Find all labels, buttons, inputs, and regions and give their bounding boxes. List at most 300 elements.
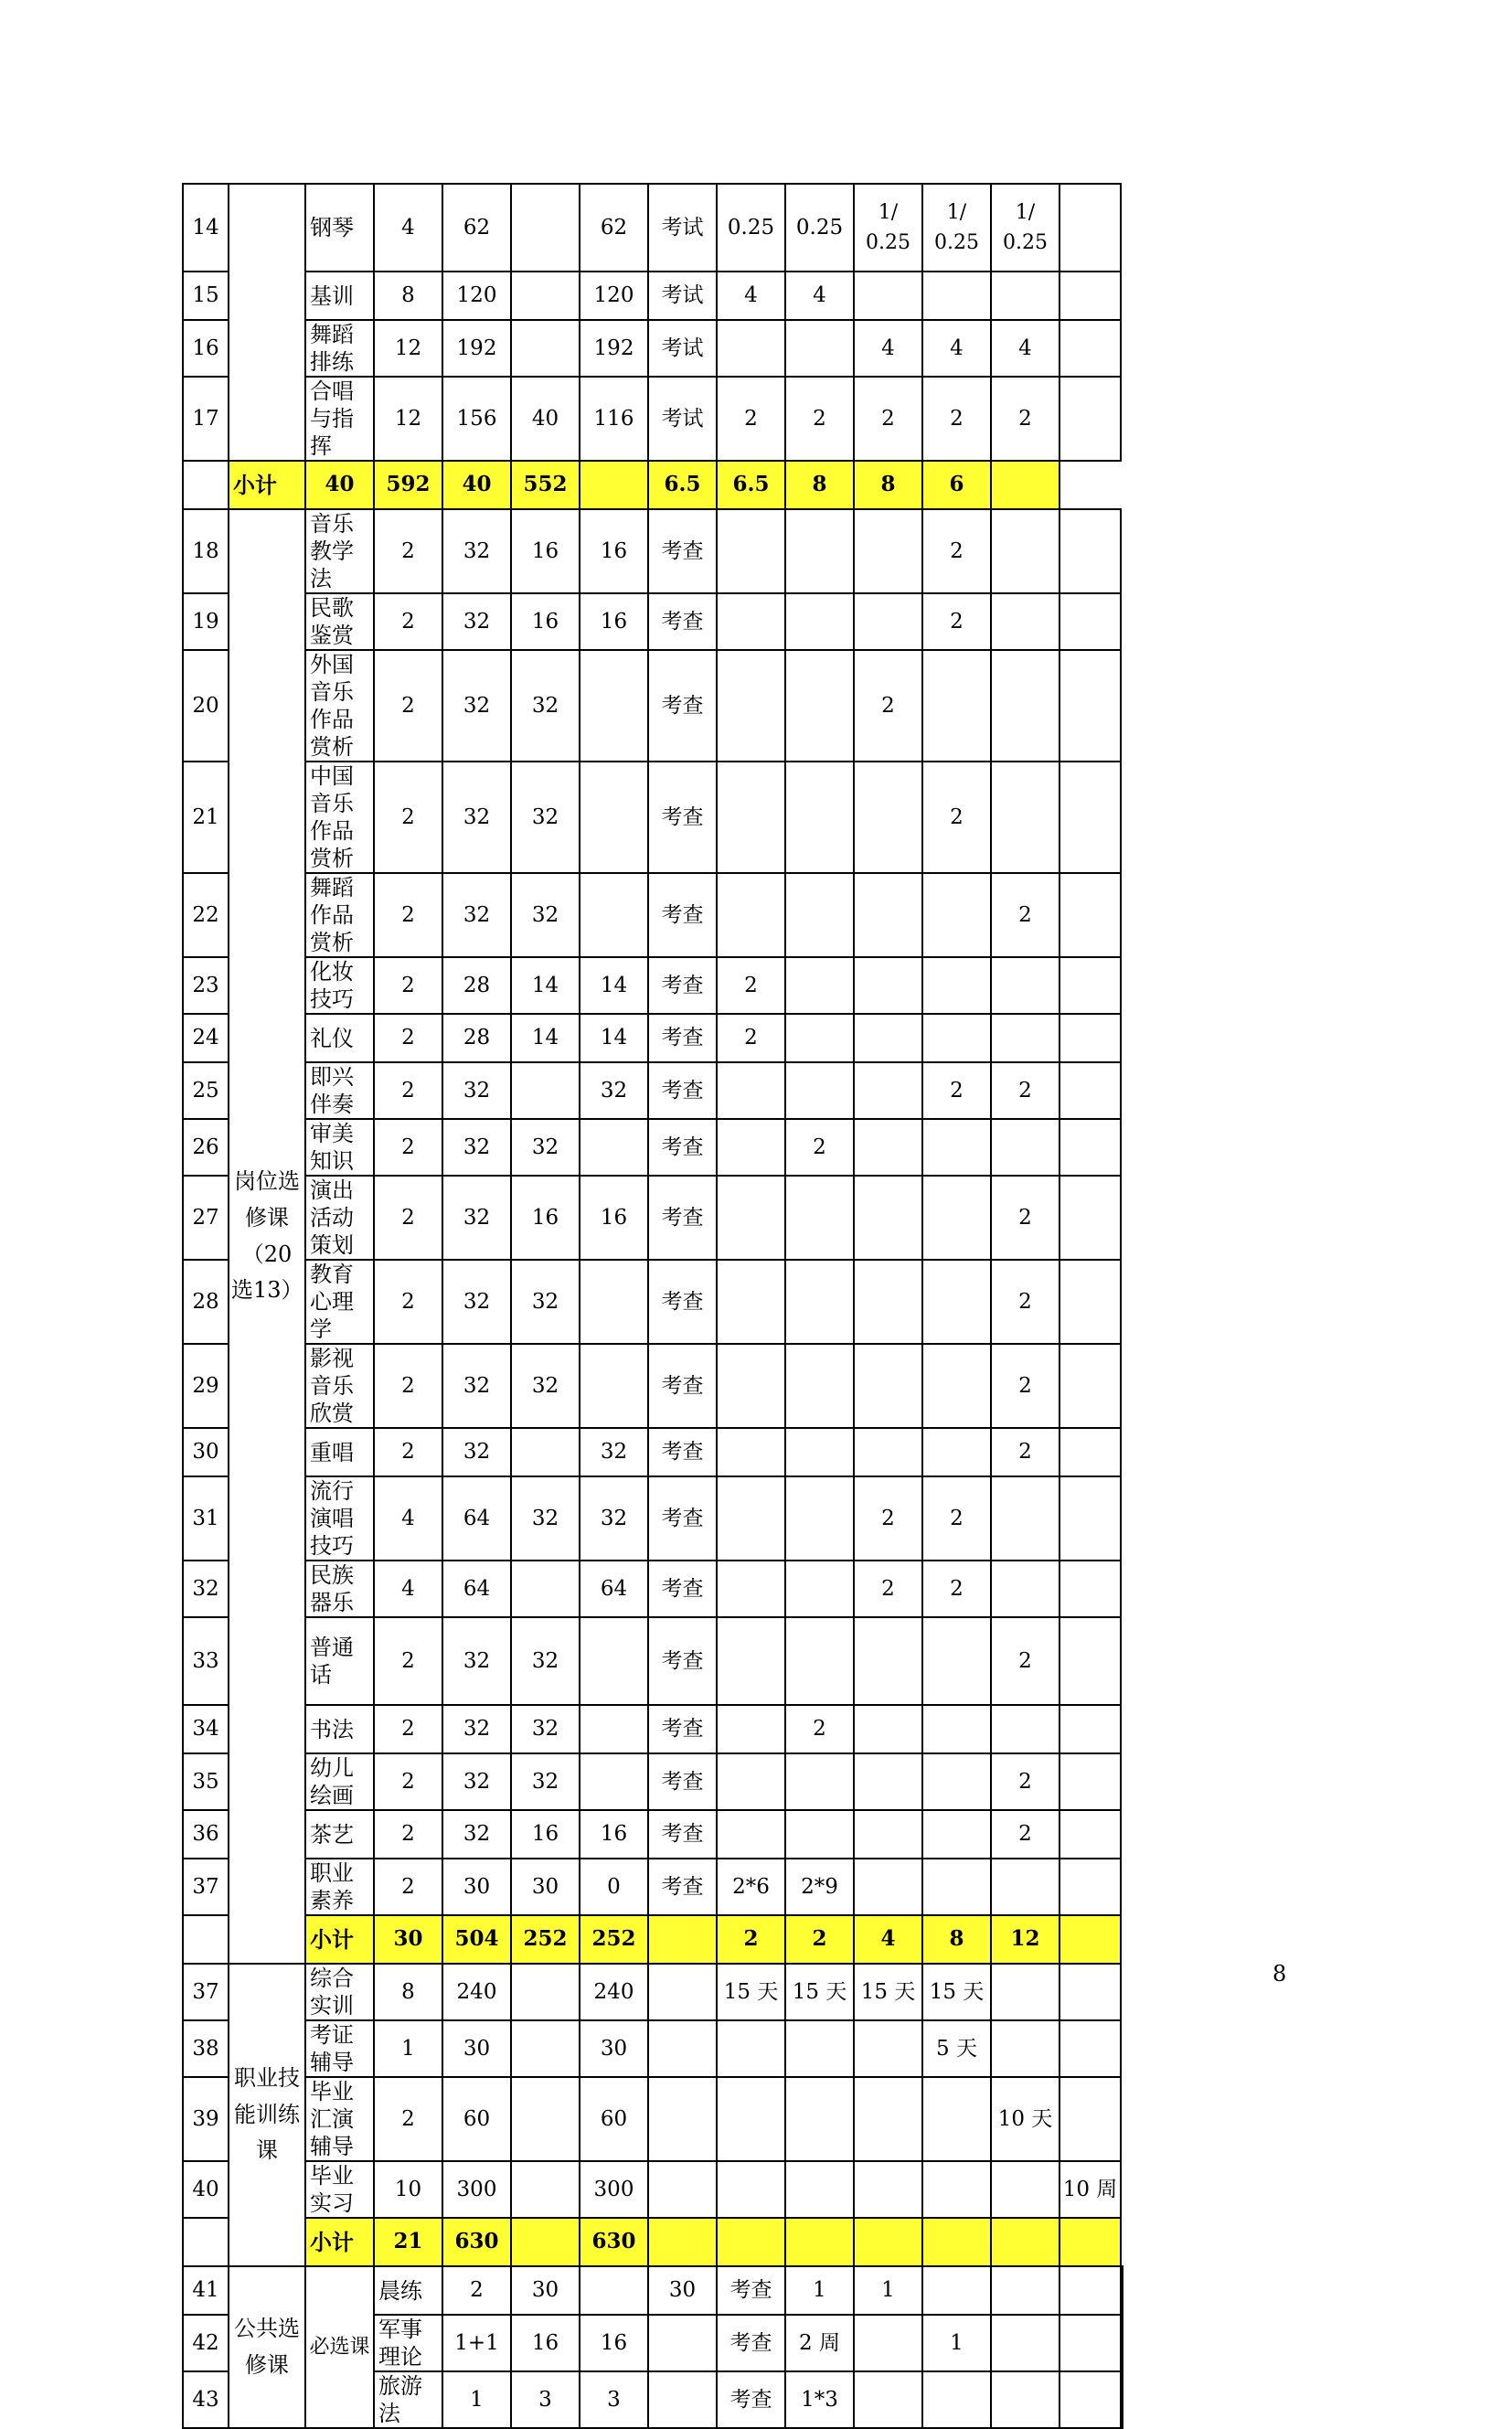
table-row — [183, 1859, 1123, 1915]
s6-cell — [1059, 377, 1121, 461]
subtotal-row — [183, 1915, 1123, 1964]
course-name-cell: 流行演唱技巧 — [305, 1476, 374, 1561]
hours-cell: 16 — [511, 2315, 580, 2371]
s6-cell — [1059, 1753, 1121, 1810]
s3-cell: 2 — [854, 377, 922, 461]
s6-cell — [1059, 2218, 1121, 2266]
hours-cell: 32 — [442, 593, 511, 650]
credits-cell: 2 — [374, 509, 442, 593]
s4-cell: 2 — [922, 1476, 991, 1561]
category-cell-skills: 职业技能训练课 — [229, 1964, 305, 2266]
s2-cell — [785, 957, 854, 1014]
credits-cell: 30 — [374, 1915, 442, 1964]
s6-cell — [1059, 1062, 1121, 1119]
course-name-cell: 毕业汇演辅导 — [305, 2077, 374, 2161]
s5-cell — [1059, 2266, 1121, 2315]
theory-cell: 14 — [511, 1014, 580, 1062]
assess-cell: 考试 — [648, 184, 717, 272]
assess-cell: 考试 — [648, 377, 717, 461]
practice-cell — [580, 1705, 648, 1753]
s4-cell — [922, 1014, 991, 1062]
assess-cell: 考试 — [648, 272, 717, 320]
row-number-cell: 22 — [183, 873, 229, 957]
s6-cell — [1059, 2077, 1121, 2161]
s2-cell: 6.5 — [717, 461, 785, 509]
s1-cell — [717, 1344, 785, 1428]
page-number: 8 — [1272, 1961, 1287, 1987]
practice-cell — [580, 1344, 648, 1428]
row-number-cell — [183, 1915, 229, 1964]
s6-cell — [1059, 957, 1121, 1014]
table-row — [183, 873, 1123, 957]
theory-cell: 40 — [442, 461, 511, 509]
practice-cell: 16 — [580, 509, 648, 593]
practice-cell: 14 — [580, 1014, 648, 1062]
assess-cell: 考查 — [648, 1859, 717, 1915]
practice-cell: 120 — [580, 272, 648, 320]
s1-cell — [717, 1260, 785, 1344]
s4-cell — [922, 1176, 991, 1260]
theory-cell: 32 — [511, 1617, 580, 1705]
credits-cell: 8 — [374, 1964, 442, 2020]
credits-cell: 12 — [374, 320, 442, 377]
assess-cell: 考查 — [648, 1062, 717, 1119]
hours-cell: 32 — [442, 873, 511, 957]
s1-cell — [717, 650, 785, 762]
s1-cell — [717, 2161, 785, 2218]
s2-cell — [785, 1753, 854, 1810]
credits-cell: 2 — [374, 650, 442, 762]
s4-cell — [922, 1810, 991, 1859]
hours-cell: 64 — [442, 1561, 511, 1617]
hours-cell: 192 — [442, 320, 511, 377]
credits-cell: 2 — [374, 1119, 442, 1176]
s5-cell: 2 — [991, 873, 1059, 957]
row-number-cell: 36 — [183, 1810, 229, 1859]
s3-cell — [854, 1705, 922, 1753]
assess-cell — [648, 2161, 717, 2218]
subtotal-label-cell: 小计 — [229, 461, 305, 509]
table-row — [183, 2161, 1123, 2218]
row-number-cell: 31 — [183, 1476, 229, 1561]
s1-cell: 0.25 — [717, 184, 785, 272]
credits-cell: 2 — [374, 1014, 442, 1062]
assess-cell: 考查 — [648, 1617, 717, 1705]
course-name-cell: 化妆技巧 — [305, 957, 374, 1014]
row-number-cell: 37 — [183, 1859, 229, 1915]
assess-cell: 考查 — [717, 2371, 785, 2428]
theory-cell — [511, 1062, 580, 1119]
s3-cell — [854, 2077, 922, 2161]
s5-cell: 2 — [991, 1260, 1059, 1344]
s5-cell: 2 — [991, 1810, 1059, 1859]
s1-cell — [717, 1705, 785, 1753]
s3-cell — [854, 2218, 922, 2266]
s2-cell — [785, 1810, 854, 1859]
hours-cell: 30 — [442, 2020, 511, 2077]
course-name-cell: 外国音乐作品赏析 — [305, 650, 374, 762]
s2-cell — [785, 2020, 854, 2077]
s4-cell — [991, 2371, 1059, 2428]
table-row — [183, 2020, 1123, 2077]
assess-cell: 考查 — [648, 873, 717, 957]
course-name-cell: 综合实训 — [305, 1964, 374, 2020]
s4-cell — [922, 2161, 991, 2218]
row-number-cell: 32 — [183, 1561, 229, 1617]
s1-cell — [717, 320, 785, 377]
table-row — [183, 1810, 1123, 1859]
s5-cell: 6 — [922, 461, 991, 509]
credits-cell: 1+1 — [442, 2315, 511, 2371]
s4-cell — [991, 2266, 1059, 2315]
assess-cell: 考试 — [648, 320, 717, 377]
s2-cell — [785, 1428, 854, 1476]
s6-cell — [991, 461, 1059, 509]
table-row — [183, 1260, 1123, 1344]
s3-cell — [922, 2266, 991, 2315]
course-name-cell: 军事理论 — [374, 2315, 442, 2371]
hours-cell: 32 — [442, 1705, 511, 1753]
course-name-cell: 幼儿绘画 — [305, 1753, 374, 1810]
s2-cell: 1 — [854, 2266, 922, 2315]
course-name-cell: 演出活动策划 — [305, 1176, 374, 1260]
assess-cell: 考查 — [648, 1260, 717, 1344]
theory-cell: 16 — [511, 593, 580, 650]
table-row — [183, 1705, 1123, 1753]
hours-cell: 32 — [442, 762, 511, 873]
credits-cell: 2 — [374, 1859, 442, 1915]
s1-cell: 2 — [717, 957, 785, 1014]
credits-cell: 2 — [374, 957, 442, 1014]
s6-cell — [1059, 1915, 1121, 1964]
s6-cell — [1059, 2020, 1121, 2077]
s3-cell — [854, 2020, 922, 2077]
row-number-cell — [183, 461, 229, 509]
s3-cell — [854, 1617, 922, 1705]
table-row — [183, 509, 1123, 593]
table-row — [183, 184, 1123, 272]
row-number-cell: 14 — [183, 184, 229, 272]
hours-cell: 32 — [442, 1119, 511, 1176]
s1-cell: 15 天 — [717, 1964, 785, 2020]
credits-cell: 2 — [374, 1705, 442, 1753]
practice-cell: 16 — [580, 593, 648, 650]
credits-cell: 2 — [442, 2266, 511, 2315]
s5-cell: 4 — [991, 320, 1059, 377]
theory-cell — [511, 1428, 580, 1476]
row-number-cell: 20 — [183, 650, 229, 762]
assess-cell — [648, 1964, 717, 2020]
hours-cell: 32 — [442, 1260, 511, 1344]
s2-cell — [785, 1176, 854, 1260]
s2-cell — [785, 1561, 854, 1617]
s6-cell — [1121, 2266, 1123, 2315]
s5-cell — [991, 650, 1059, 762]
credits-cell: 10 — [374, 2161, 442, 2218]
practice-cell: 16 — [580, 1810, 648, 1859]
practice-cell: 16 — [580, 1176, 648, 1260]
hours-cell: 62 — [442, 184, 511, 272]
s5-cell: 2 — [991, 1176, 1059, 1260]
assess-cell: 考查 — [648, 1344, 717, 1428]
row-number-cell: 24 — [183, 1014, 229, 1062]
row-number-cell: 34 — [183, 1705, 229, 1753]
table-row — [183, 1119, 1123, 1176]
row-number-cell: 41 — [183, 2266, 229, 2315]
s3-cell — [854, 1810, 922, 1859]
s1-cell — [717, 1062, 785, 1119]
theory-cell: 16 — [511, 1810, 580, 1859]
table-row — [183, 650, 1123, 762]
s3-cell — [854, 1260, 922, 1344]
s2-cell: 4 — [785, 272, 854, 320]
table-row — [183, 593, 1123, 650]
s1-cell — [717, 2077, 785, 2161]
s6-cell — [1059, 509, 1121, 593]
assess-cell: 考查 — [717, 2266, 785, 2315]
s5-cell: 2 — [991, 1753, 1059, 1810]
table-row — [183, 1344, 1123, 1428]
assess-cell — [648, 1915, 717, 1964]
s4-cell: 2 — [922, 1561, 991, 1617]
s3-cell — [854, 873, 922, 957]
course-name-cell: 毕业实习 — [305, 2161, 374, 2218]
s4-cell — [922, 272, 991, 320]
s4-cell — [922, 2218, 991, 2266]
credits-cell: 2 — [374, 2077, 442, 2161]
practice-cell: 32 — [580, 1062, 648, 1119]
s1-cell — [717, 1428, 785, 1476]
table-row — [183, 1476, 1123, 1561]
s2-cell — [854, 2315, 922, 2371]
course-name-cell: 旅游法 — [374, 2371, 442, 2428]
practice-cell: 300 — [580, 2161, 648, 2218]
s4-cell — [922, 1344, 991, 1428]
course-name-cell: 中国音乐作品赏析 — [305, 762, 374, 873]
theory-cell: 14 — [511, 957, 580, 1014]
s3-cell — [854, 509, 922, 593]
table-row — [183, 762, 1123, 873]
practice-cell: 252 — [580, 1915, 648, 1964]
course-name-cell: 舞蹈排练 — [305, 320, 374, 377]
s1-cell: 2 — [717, 1915, 785, 1964]
s4-cell — [922, 2077, 991, 2161]
course-name-cell: 舞蹈作品赏析 — [305, 873, 374, 957]
s3-cell: 8 — [785, 461, 854, 509]
practice-cell: 116 — [580, 377, 648, 461]
s2-cell — [785, 1014, 854, 1062]
course-name-cell: 礼仪 — [305, 1014, 374, 1062]
row-number-cell: 28 — [183, 1260, 229, 1344]
s6-cell — [1059, 184, 1121, 272]
table-row — [183, 1964, 1123, 2020]
course-name-cell: 影视音乐欣赏 — [305, 1344, 374, 1428]
s4-cell — [922, 1428, 991, 1476]
s2-cell: 2 — [785, 1119, 854, 1176]
theory-cell — [511, 320, 580, 377]
credits-cell: 2 — [374, 1753, 442, 1810]
s4-cell — [922, 1617, 991, 1705]
row-number-cell: 15 — [183, 272, 229, 320]
s2-cell — [785, 1260, 854, 1344]
assess-cell — [648, 2077, 717, 2161]
s6-cell: 10 周 — [1059, 2161, 1121, 2218]
s6-cell — [1059, 762, 1121, 873]
s1-cell — [717, 1561, 785, 1617]
s3-cell — [922, 2371, 991, 2428]
s4-cell — [922, 1859, 991, 1915]
course-name-cell: 书法 — [305, 1705, 374, 1753]
s2-cell — [785, 509, 854, 593]
practice-cell: 240 — [580, 1964, 648, 2020]
s5-cell — [991, 272, 1059, 320]
s6-cell — [1059, 650, 1121, 762]
credits-cell: 4 — [374, 1561, 442, 1617]
assess-cell: 考查 — [648, 1476, 717, 1561]
assess-cell: 考查 — [648, 1705, 717, 1753]
s3-cell — [854, 272, 922, 320]
s5-cell — [991, 509, 1059, 593]
hours-cell: 240 — [442, 1964, 511, 2020]
s3-cell — [854, 1176, 922, 1260]
s6-cell — [1059, 593, 1121, 650]
assess-cell — [648, 2020, 717, 2077]
hours-cell: 28 — [442, 957, 511, 1014]
table-row — [183, 1617, 1123, 1705]
theory-cell: 30 — [511, 1859, 580, 1915]
row-number-cell: 23 — [183, 957, 229, 1014]
s6-cell — [1059, 1176, 1121, 1260]
s4-cell — [922, 873, 991, 957]
s1-cell — [717, 509, 785, 593]
theory-cell — [511, 2020, 580, 2077]
theory-cell — [580, 2266, 648, 2315]
s1-cell: 2 — [717, 377, 785, 461]
s4-cell: 8 — [922, 1915, 991, 1964]
s2-cell: 2 — [785, 1705, 854, 1753]
hours-cell: 28 — [442, 1014, 511, 1062]
credits-cell: 2 — [374, 593, 442, 650]
category-cell-required: 必选课 — [305, 2266, 374, 2428]
s5-cell — [991, 2161, 1059, 2218]
assess-cell: 考查 — [648, 1753, 717, 1810]
s6-cell — [1059, 873, 1121, 957]
course-name-cell: 合唱与指挥 — [305, 377, 374, 461]
s5-cell: 2 — [991, 1617, 1059, 1705]
s1-cell: 4 — [717, 272, 785, 320]
s5-cell: 1/ 0.25 — [991, 184, 1059, 272]
credits-cell: 2 — [374, 1617, 442, 1705]
hours-cell: 64 — [442, 1476, 511, 1561]
s2-cell — [785, 320, 854, 377]
course-name-cell: 晨练 — [374, 2266, 442, 2315]
course-name-cell: 审美知识 — [305, 1119, 374, 1176]
s3-cell: 1/ 0.25 — [854, 184, 922, 272]
assess-cell — [648, 2218, 717, 2266]
s6-cell — [1059, 1617, 1121, 1705]
course-name-cell: 重唱 — [305, 1428, 374, 1476]
subtotal-row — [183, 2218, 1123, 2266]
s1-cell — [717, 1753, 785, 1810]
row-number-cell: 29 — [183, 1344, 229, 1428]
s2-cell — [785, 1344, 854, 1428]
s1-cell: 2*6 — [717, 1859, 785, 1915]
theory-cell: 32 — [511, 762, 580, 873]
assess-cell: 考查 — [648, 1810, 717, 1859]
course-name-cell: 钢琴 — [305, 184, 374, 272]
s4-cell: 8 — [854, 461, 922, 509]
s5-cell: 2 — [991, 1344, 1059, 1428]
s5-cell — [991, 1119, 1059, 1176]
row-number-cell: 35 — [183, 1753, 229, 1810]
assess-cell: 考查 — [648, 650, 717, 762]
table-row — [183, 377, 1123, 461]
row-number-cell: 26 — [183, 1119, 229, 1176]
s3-cell — [854, 1014, 922, 1062]
s4-cell — [991, 2315, 1059, 2371]
s4-cell: 1/ 0.25 — [922, 184, 991, 272]
s6-cell — [1059, 1014, 1121, 1062]
assess-cell — [580, 461, 648, 509]
practice-cell: 30 — [580, 2020, 648, 2077]
s2-cell — [785, 1062, 854, 1119]
hours-cell: 504 — [442, 1915, 511, 1964]
row-number-cell: 21 — [183, 762, 229, 873]
s5-cell — [991, 2020, 1059, 2077]
credits-cell: 8 — [374, 272, 442, 320]
hours-cell: 32 — [442, 1617, 511, 1705]
s4-cell: 15 天 — [922, 1964, 991, 2020]
s6-cell — [1059, 1859, 1121, 1915]
s5-cell: 10 天 — [991, 2077, 1059, 2161]
practice-cell — [648, 2315, 717, 2371]
credits-cell: 2 — [374, 1260, 442, 1344]
s1-cell — [717, 593, 785, 650]
s5-cell — [991, 1705, 1059, 1753]
row-number-cell: 39 — [183, 2077, 229, 2161]
theory-cell: 40 — [511, 377, 580, 461]
s2-cell — [785, 650, 854, 762]
s3-cell: 4 — [854, 1915, 922, 1964]
row-number-cell: 27 — [183, 1176, 229, 1260]
course-name-cell: 普通话 — [305, 1617, 374, 1705]
assess-cell: 考查 — [648, 957, 717, 1014]
hours-cell: 592 — [374, 461, 442, 509]
s3-cell: 2 — [854, 650, 922, 762]
credits-cell: 2 — [374, 1428, 442, 1476]
theory-cell: 32 — [511, 1476, 580, 1561]
s1-cell — [717, 2218, 785, 2266]
s3-cell — [854, 1753, 922, 1810]
practice-cell: 630 — [580, 2218, 648, 2266]
theory-cell: 32 — [511, 1119, 580, 1176]
s1-cell — [717, 1119, 785, 1176]
row-number-cell: 38 — [183, 2020, 229, 2077]
table-row — [183, 1753, 1123, 1810]
s5-cell — [991, 1014, 1059, 1062]
s6-cell — [1121, 2315, 1123, 2371]
s1-cell: 1 — [785, 2266, 854, 2315]
hours-cell: 32 — [442, 1810, 511, 1859]
s1-cell: 2 周 — [785, 2315, 854, 2371]
subtotal-label-cell: 小计 — [305, 2218, 374, 2266]
s1-cell: 1*3 — [785, 2371, 854, 2428]
practice-cell: 552 — [511, 461, 580, 509]
assess-cell: 考查 — [717, 2315, 785, 2371]
row-number-cell — [183, 2218, 229, 2266]
s3-cell — [854, 593, 922, 650]
theory-cell: 32 — [511, 650, 580, 762]
